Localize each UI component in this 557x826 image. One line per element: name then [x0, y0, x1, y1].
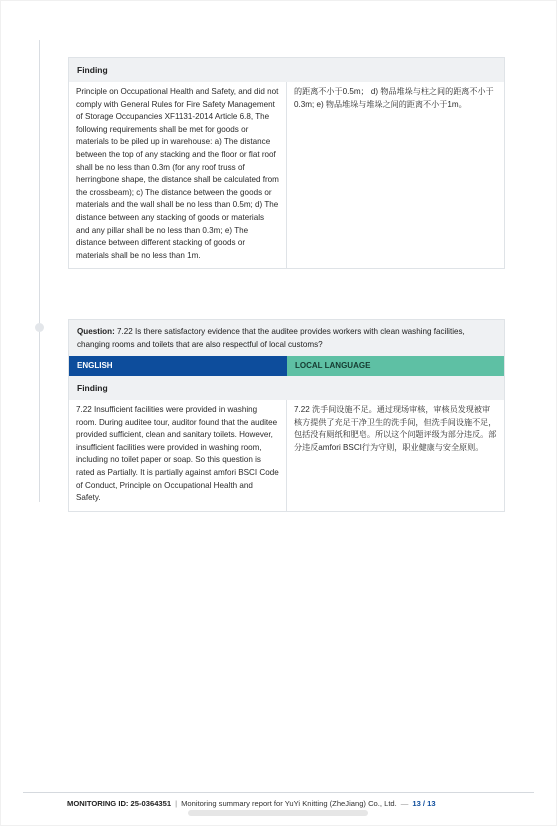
question-header [69, 320, 504, 356]
question-label: Question: [77, 327, 115, 336]
footer-dash: — [400, 799, 409, 808]
question-table [68, 319, 505, 512]
finding-heading: Finding [69, 376, 504, 400]
page-number: 13 / 13 [412, 799, 436, 808]
footer-divider [23, 792, 534, 793]
monitoring-id: MONITORING ID: 25-0364351 [67, 799, 172, 808]
timeline-line [39, 40, 40, 502]
timeline-dot [35, 323, 44, 332]
local-language-column-header: LOCAL LANGUAGE [287, 356, 504, 376]
finding-heading: Finding [69, 58, 504, 82]
language-header-row [69, 356, 504, 376]
finding-row [69, 82, 504, 268]
footer-separator: | [175, 799, 178, 808]
page-footer [67, 799, 436, 808]
question-text: 7.22 Is there satisfactory evidence that the auditee provides workers with clean washing facilities, changing rooms and toilets that are also respectful of local customs? [77, 327, 465, 349]
horizontal-scrollbar[interactable] [188, 810, 368, 816]
english-column-header: ENGLISH [69, 356, 287, 376]
finding-row [69, 400, 504, 511]
finding-table-continued [68, 57, 505, 269]
finding-local-text: 7.22 洗手间设施不足。通过现场审核，审核员发现被审核方提供了充足干净卫生的洗手间，但洗手间设施不足，包括没有厕纸和肥皂。所以这个问题评级为部分违反。部分违反amfori BSCI行为守则，职业健康与安全原则。 [294, 405, 497, 452]
finding-local-text: 的距离不小于0.5m； d) 物品堆垛与柱之间的距离不小于0.3m; e) 物品堆垛与堆垛之间的距离不小于1m。 [294, 87, 494, 109]
finding-english-text: Principle on Occupational Health and Safety, and did not comply with General Rules for Fire Safety Management of Storage Occupancies XF1131-2014 Article 6.8, The following requirements shall be met for goods or materials to be piled up in warehouse: a) The distance between the top of any stacking and the floor or flat roof shall be no less than 0.3m (for any roof truss of herringbone shape, the distance shall be calculated from the crossbeam); c) The distance between the goods or materials and the wall shall be no less than 0.5m; d) The distance between any stacking of goods or materials and any pillar shall be no less than 0.3m; e) The distance between different stacking of goods or materials shall be no less than 1m. [69, 82, 287, 268]
report-title: Monitoring summary report for YuYi Knitting (ZheJiang) Co., Ltd. [181, 799, 397, 808]
finding-english-text: 7.22 Insufficient facilities were provided in washing room. During auditee tour, auditor found that the auditee provided sufficient, clean and sanitary toilets. However, insufficient facilities were provided in washing room, including no toilet paper or soap. So this question is rated as Partially. It is partially against amfori BSCI Code of Conduct, Principle on Occupational Health and Safety. [69, 400, 287, 511]
